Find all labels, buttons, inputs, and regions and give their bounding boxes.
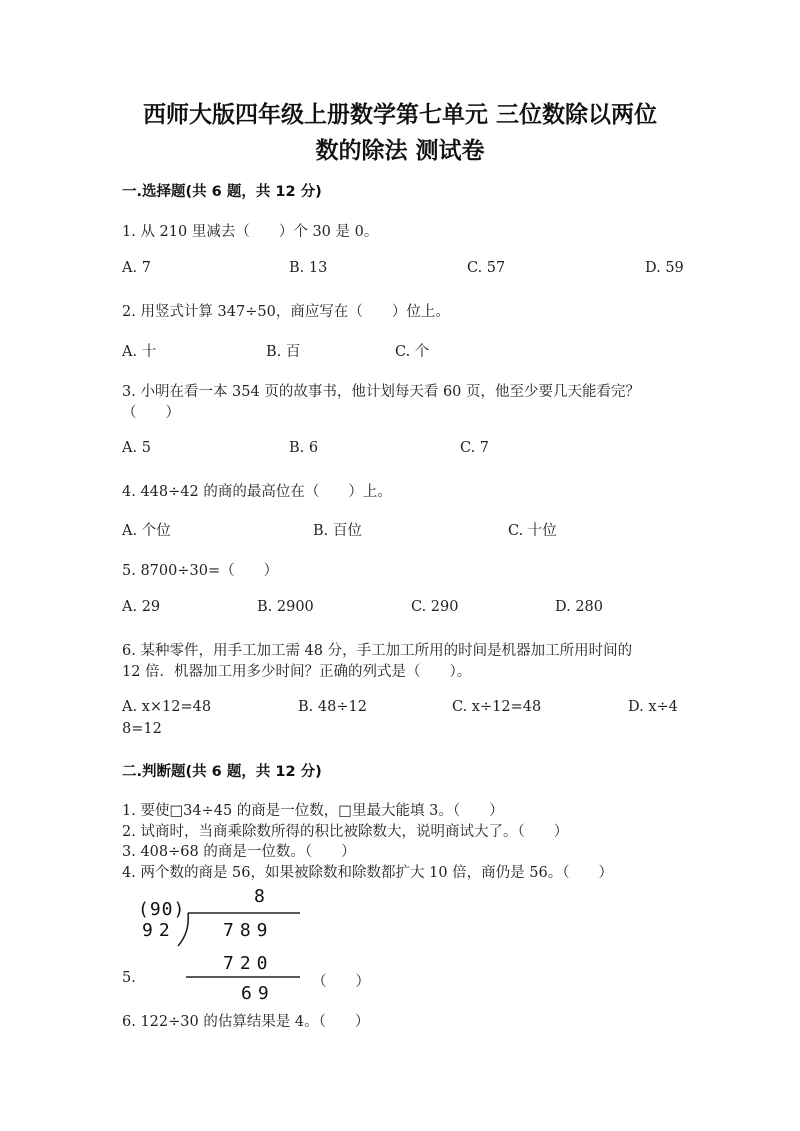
- judgement-item-3: 3. 408÷68 的商是一位数。（ ）: [122, 844, 356, 860]
- question-2-option-b: B. 百: [266, 344, 301, 360]
- division-dividend: 789: [223, 920, 274, 941]
- question-6-stem: 6. 某种零件，用手工加工需 48 分，手工加工所用的时间是机器加工所用时间的: [122, 643, 633, 659]
- question-5-stem: 5. 8700÷30=（ ）: [122, 563, 279, 579]
- question-3-stem-line2: （ ）: [122, 405, 180, 421]
- question-2-option-c: C. 个: [395, 344, 430, 360]
- question-5-option-b: B. 2900: [257, 599, 314, 615]
- question-3-stem: 3. 小明在看一本 354 页的故事书，他计划每天看 60 页，他至少要几天能看完？: [122, 384, 641, 400]
- page-title-line1: 西师大版四年级上册数学第七单元 三位数除以两位: [142, 102, 657, 128]
- division-quotient: 8: [254, 886, 271, 907]
- question-3-option-c: C. 7: [460, 440, 490, 456]
- question-6-stem-line2: 12 倍．机器加工用多少时间？正确的列式是（ ）。: [122, 664, 472, 680]
- judgement-item-4: 4. 两个数的商是 56，如果被除数和除数都扩大 10 倍，商仍是 56。（ ）: [122, 865, 613, 881]
- question-4-option-a: A. 个位: [122, 523, 171, 539]
- section-heading-choice: 一.选择题(共 6 题，共 12 分): [122, 184, 322, 200]
- judgement-item-1: 1. 要使□34÷45 的商是一位数，□里最大能填 3。（ ）: [122, 803, 504, 819]
- question-5-option-a: A. 29: [122, 599, 161, 615]
- question-1-option-c: C. 57: [467, 260, 506, 276]
- question-1-option-b: B. 13: [289, 260, 328, 276]
- question-2-option-a: A. 十: [122, 344, 157, 360]
- division-product: 720: [223, 953, 274, 974]
- question-1-option-a: A. 7: [122, 260, 151, 276]
- question-3-option-b: B. 6: [289, 440, 319, 456]
- question-5-option-c: C. 290: [411, 599, 459, 615]
- section-heading-judgement: 二.判断题(共 6 题，共 12 分): [122, 764, 322, 780]
- question-1-option-d: D. 59: [645, 260, 684, 276]
- question-1-stem: 1. 从 210 里减去（ ）个 30 是 0。: [122, 224, 379, 240]
- judgement-item-5-number: 5.: [122, 970, 136, 986]
- question-2-stem: 2. 用竖式计算 347÷50，商应写在（ ）位上。: [122, 304, 450, 320]
- question-4-stem: 4. 448÷42 的商的最高位在（ ）上。: [122, 484, 392, 500]
- page-title-line2: 数的除法 测试卷: [315, 138, 485, 164]
- division-trial-note: (90): [138, 899, 186, 920]
- division-remainder: 69: [241, 983, 275, 1004]
- question-3-option-a: A. 5: [122, 440, 151, 456]
- question-6-option-d: D. x÷4: [628, 699, 678, 715]
- question-5-option-d: D. 280: [555, 599, 604, 615]
- question-4-option-c: C. 十位: [508, 523, 557, 539]
- question-6-option-c: C. x÷12=48: [452, 699, 542, 715]
- question-6-option-b: B. 48÷12: [298, 699, 367, 715]
- judgement-item-6: 6. 122÷30 的估算结果是 4。（ ）: [122, 1014, 370, 1030]
- question-6-option-d-wrap: 8=12: [122, 721, 162, 737]
- division-divisor: 92: [142, 920, 176, 941]
- judgement-item-5-paren: （ ）: [312, 974, 370, 990]
- judgement-item-2: 2. 试商时，当商乘除数所得的积比被除数大，说明商试大了。（ ）: [122, 824, 569, 840]
- question-6-option-a: A. x×12=48: [122, 699, 212, 715]
- long-division-figure: [138, 882, 318, 1004]
- question-4-option-b: B. 百位: [313, 523, 362, 539]
